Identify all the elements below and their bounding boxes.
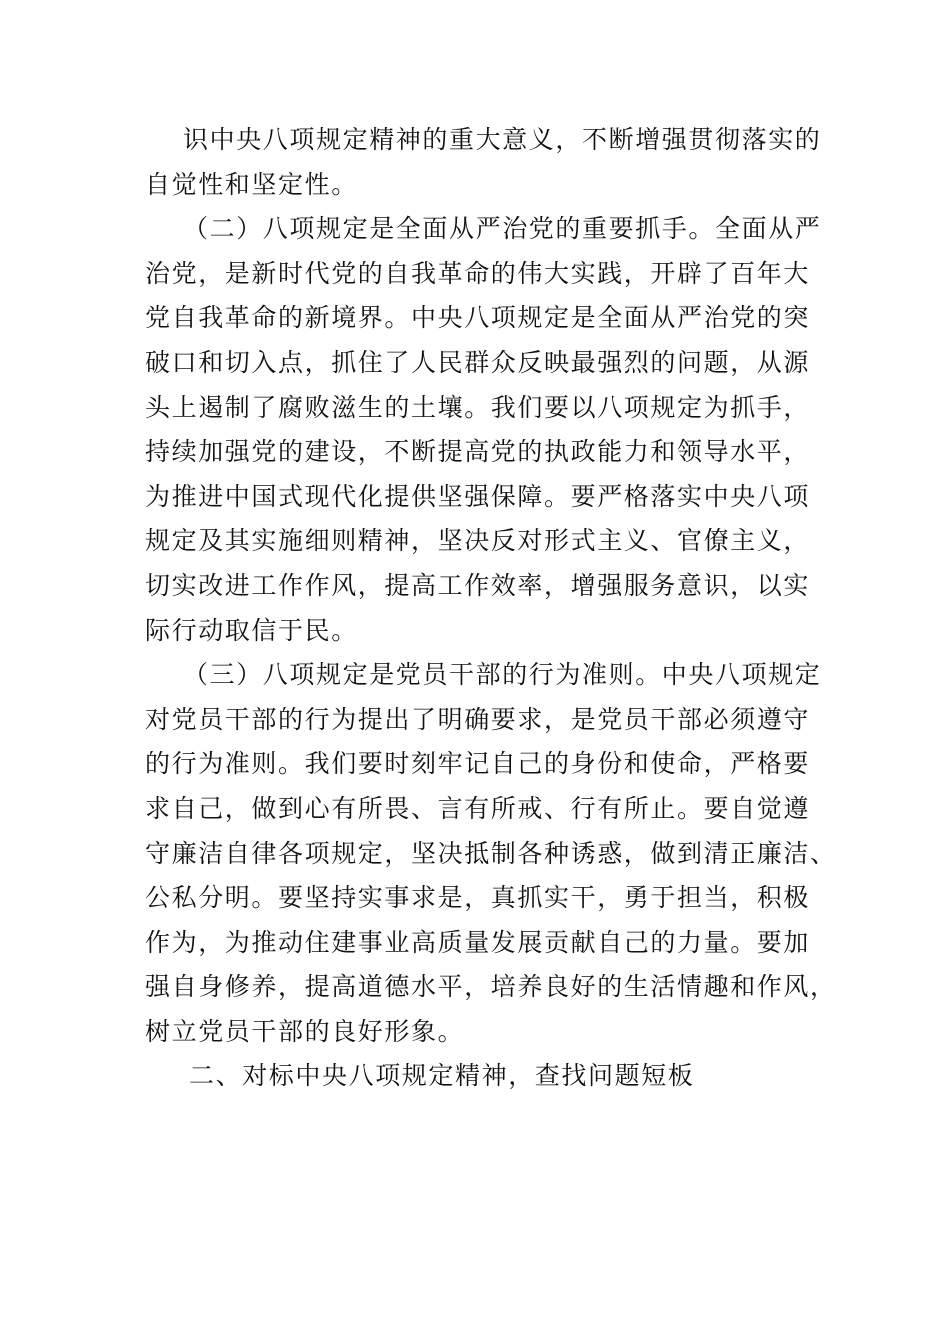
section-heading (145, 1054, 825, 1099)
text-line: 破口和切入点，抓住了人民群众反映最强烈的问题，从源 (145, 347, 811, 377)
paragraph-significance-end (145, 118, 825, 207)
paragraph-section-3 (145, 653, 837, 1054)
text-line: 规定及其实施细则精神，坚决反对形式主义、官僚主义， (145, 526, 811, 556)
paragraph-section-2 (145, 207, 825, 653)
text-line: 对党员干部的行为提出了明确要求，是党员干部必须遵守 (145, 704, 811, 734)
text-line: 守廉洁自律各项规定，坚决抵制各种诱惑，做到清正廉洁、 (145, 838, 837, 868)
heading-line: 二、对标中央八项规定精神，查找问题短板 (189, 1061, 695, 1091)
text-line: 的行为准则。我们要时刻牢记自己的身份和使命，严格要 (145, 749, 811, 779)
text-line: 强自身修养，提高道德水平，培养良好的生活情趣和作风， (145, 972, 837, 1002)
text-line: 作为，为推动住建事业高质量发展贡献自己的力量。要加 (145, 927, 811, 957)
text-line: 树立党员干部的良好形象。 (145, 1016, 465, 1046)
text-line: （三）八项规定是党员干部的行为准则。中央八项规定 (183, 660, 822, 690)
text-line: 求自己，做到心有所畏、言有所戒、行有所止。要自觉遵 (145, 793, 811, 823)
text-line: 自觉性和坚定性。 (145, 169, 358, 199)
document-page (145, 118, 837, 1099)
text-line: 持续加强党的建设，不断提高党的执政能力和领导水平， (145, 437, 811, 467)
text-line: （二）八项规定是全面从严治党的重要抓手。全面从严 (183, 214, 822, 244)
text-line: 际行动取信于民。 (145, 615, 358, 645)
text-line: 切实改进工作作风，提高工作效率，增强服务意识，以实 (145, 570, 811, 600)
text-line: 头上遏制了腐败滋生的土壤。我们要以八项规定为抓手， (145, 392, 811, 422)
text-line: 公私分明。要坚持实事求是，真抓实干，勇于担当，积极 (145, 883, 811, 913)
text-line: 识中央八项规定精神的重大意义，不断增强贯彻落实的 (183, 125, 822, 154)
text-line: 为推进中国式现代化提供坚强保障。要严格落实中央八项 (145, 481, 811, 511)
text-line: 党自我革命的新境界。中央八项规定是全面从严治党的突 (145, 303, 811, 333)
text-line: 治党，是新时代党的自我革命的伟大实践，开辟了百年大 (145, 258, 811, 288)
